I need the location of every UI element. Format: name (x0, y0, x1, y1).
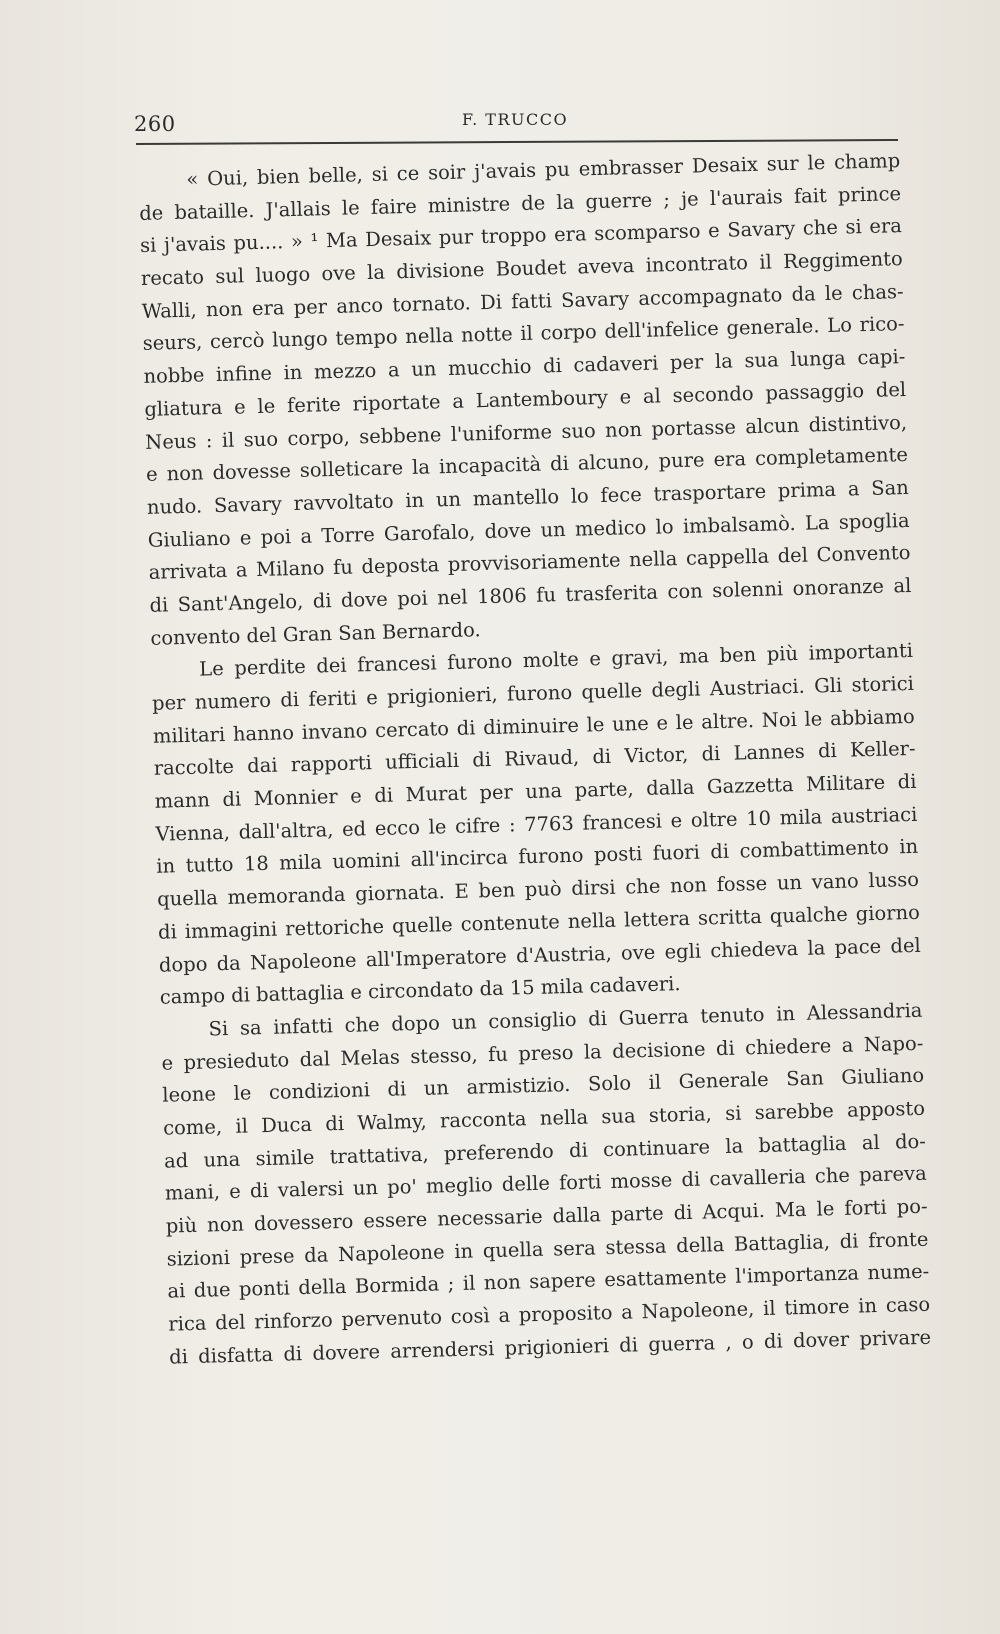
text-line: più non dovessero essere necessarie dalla parte di Acqui. Ma le forti po- (165, 1194, 928, 1238)
text-line: arrivata a Milano fu deposta provvisoriamente nella cappella del Convento (148, 541, 911, 585)
text-line: rica del rinforzo pervenuto così a proposito a Napoleone, il timore in caso (168, 1292, 931, 1336)
body-text (138, 145, 931, 1374)
text-line: nudo. Savary ravvoltato in un mantello lo fece trasportare prima a San (146, 475, 910, 519)
text-line: seurs, cercò lungo tempo nella notte il corpo dell'infelice generale. Lo rico- (142, 312, 905, 356)
text-line: ai due ponti della Bormida ; il non sapere esattamente l'importanza nume- (167, 1260, 930, 1303)
text-line: Le perdite dei francesi furono molte e gravi, ma ben più importanti (198, 639, 914, 681)
text-line: Si sa infatti che dopo un consiglio di Guerra tenuto in Alessandria (208, 998, 923, 1041)
text-line: in tutto 18 mila uomini all'incirca furono posti fuori di combattimento in (156, 835, 919, 879)
text-line: e presieduto dal Melas stesso, fu preso la decisione di chiedere a Napo- (161, 1031, 924, 1075)
text-line: campo di battaglia e circondato da 15 mila cadaveri. (159, 972, 681, 1009)
text-line: Walli, non era per anco tornato. Di fatti Savary accompagnato da le chas- (141, 279, 904, 323)
text-line: per numero di feriti e prigionieri, furono quelle degli Austriaci. Gli storici (151, 671, 915, 715)
text-line: dopo da Napoleone all'Imperatore d'Austria, ove egli chiedeva la pace del (158, 933, 921, 977)
text-line: sizioni prese da Napoleone in quella sera stessa della Battaglia, di fronte (166, 1227, 929, 1271)
text-line: nobbe infine in mezzo a un mucchio di cadaveri per la sua lunga capi- (143, 345, 906, 389)
text-line: Giuliano e poi a Torre Garofalo, dove un medico lo imbalsamò. La spoglia (147, 508, 910, 552)
text-line: e non dovesse solleticare la incapacità di alcuno, pure era completamente (145, 443, 909, 487)
text-line: di disfatta di dovere arrendersi prigionieri di guerra , o di dover privare (168, 1325, 932, 1369)
text-line: raccolte dai rapporti ufficiali di Rivaud, di Victor, di Lannes di Keller- (153, 737, 916, 781)
text-line: « Oui, bien belle, si ce soir j'avais pu embrasser Desaix sur le champ (186, 149, 901, 191)
text-line: Neus : il suo corpo, sebbene l'uniforme suo non portasse alcun distintivo, (144, 410, 908, 454)
text-line: quella memoranda giornata. E ben può dirsi che non fosse un vano lusso (156, 867, 920, 911)
text-line: leone le condizioni di un armistizio. Solo il Generale San Giuliano (162, 1063, 925, 1107)
page-number: 260 (134, 112, 176, 136)
text-line: ad una simile trattativa, preferendo di continuare la battaglia al do- (163, 1129, 927, 1173)
text-line: mann di Monnier e di Murat per una parte, dalla Gazzetta Militare di (154, 769, 917, 813)
text-line: si j'avais pu.... » ¹ Ma Desaix pur troppo era scomparso e Savary che si era (139, 214, 903, 258)
text-line: Vienna, dall'altra, ed ecco le cifre : 7763 francesi e oltre 10 mila austriaci (155, 802, 918, 846)
text-line: di immagini rettoriche quelle contenute nella lettera scritta qualche giorno (157, 900, 921, 944)
text-line: mani, e di valersi un po' meglio delle forti mosse di cavalleria che pareva (164, 1162, 927, 1205)
text-line: militari hanno invano cercato di diminuire le une e le altre. Noi le abbiamo (152, 704, 915, 748)
text-line: de bataille. J'allais le faire ministre de la guerre ; je l'aurais fait prince (138, 181, 902, 225)
running-head: F. TRUCCO (462, 110, 569, 129)
text-line: recato sul luogo ove la divisione Boudet aveva incontrato il Reggimento (140, 247, 904, 291)
page-header (134, 100, 894, 140)
text-line: di Sant'Angelo, di dove poi nel 1806 fu trasferita con solenni onoranze al (149, 573, 912, 617)
text-line: come, il Duca di Walmy, racconta nella sua storia, si sarebbe apposto (162, 1096, 926, 1140)
text-line: gliatura e le ferite riportate a Lantemboury e al secondo passaggio del (144, 377, 907, 421)
text-line: convento del Gran San Bernardo. (150, 617, 481, 650)
